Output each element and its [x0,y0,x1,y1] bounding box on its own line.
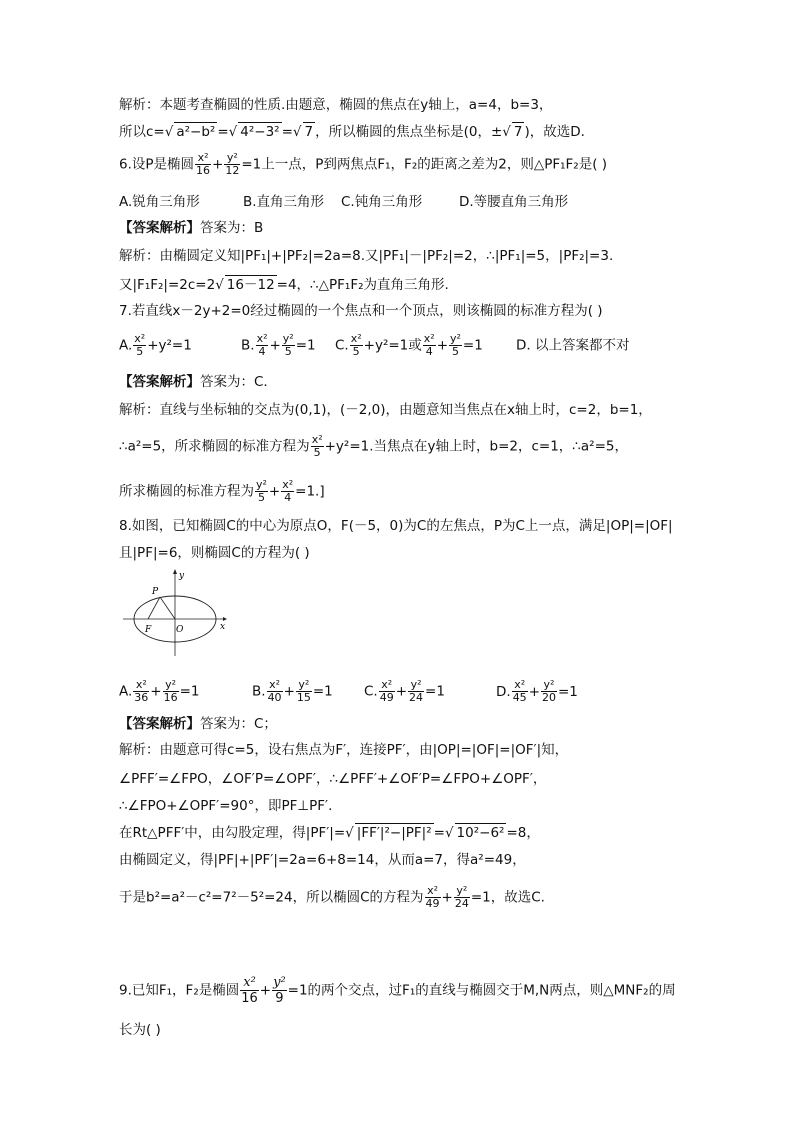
numerator: y² [450,332,461,345]
denominator: 9 [272,990,287,1006]
fraction [408,679,424,704]
text: =1上一点，P到两焦点F₁，F₂的距离之差为2，则△PF₁F₂是( ) [241,156,608,173]
sqrt-symbol: √ [215,277,224,293]
numerator: x² [311,433,323,446]
denominator: 16 [241,991,258,1006]
denominator: 40 [267,691,282,704]
text: = [217,124,229,140]
q8-explanation-6 [119,885,545,910]
text: A. [119,337,133,354]
q9-stem-1 [119,975,676,1006]
text: )，故选D. [524,124,585,140]
segment-po [160,597,175,619]
denominator: 24 [454,897,469,910]
answer-label: 【答案解析】 [119,374,200,390]
denominator: 4 [423,345,436,358]
fraction [282,333,295,358]
fraction [133,333,146,358]
radicand: 10²−6² [456,825,505,841]
radicand: 16－12 [226,277,275,293]
q6-option-a: A.锐角三角形 [119,194,200,210]
text: =1 [462,337,483,354]
text: C. [335,337,349,354]
text: 9.已知F₁，F₂是椭圆 [119,982,240,999]
text: =1 [558,683,578,700]
fraction [379,679,395,704]
text: + [212,156,224,173]
sqrt-symbol: √ [345,825,354,841]
denominator: 16 [196,164,211,177]
fraction [454,885,470,910]
numerator: x² [423,332,435,345]
text: D. [496,683,511,700]
text: = [281,124,293,140]
q7-option-b [241,333,335,358]
q7-answer [119,373,268,391]
q8-stem-1: 8.如图，已知椭圆C的中心为原点O，F(－5，0)为C的左焦点，P为C上一点，满足|OP|=|OF| [119,518,673,534]
text: =1.] [295,483,325,500]
denominator: 20 [542,691,556,704]
numerator: y² [273,975,286,990]
numerator: y² [543,678,555,691]
q8-explanation-4 [119,823,540,842]
q8-explanation-2: ∠PFF′=∠FPO，∠OF′P=∠OPF′，∴∠PFF′+∠OF′P=∠FPO+∠OPF′， [119,771,547,787]
text: + [436,337,448,354]
denominator: 12 [225,164,240,177]
text: B. [241,337,255,354]
fraction [256,333,269,358]
fraction [541,679,557,704]
fraction [296,679,312,704]
text: =1的两个交点，过F₁的直线与椭圆交于M,N两点，则△MNF₂的周 [287,982,676,999]
fraction [425,885,441,910]
text: =1，故选C. [470,889,545,906]
text: 又|F₁F₂|=2c=2 [119,277,216,293]
q8-option-a [119,679,252,704]
denominator: 45 [512,691,527,704]
text: + [268,483,281,500]
numerator: y² [298,678,310,691]
denominator: 5 [449,345,462,358]
q8-options [119,679,578,704]
text: +y²=1 [147,337,192,354]
q6-option-d: D.等腰直角三角形 [459,194,569,210]
fraction [255,479,268,504]
fraction [272,975,287,1006]
text: =1 [425,683,445,700]
denominator: 4 [281,491,294,504]
label-f: F [145,625,152,635]
q6-options [119,193,568,211]
denominator: 4 [256,345,269,358]
text: ∴a²=5，所求椭圆的标准方程为 [119,438,310,455]
text: =1 [179,683,200,700]
text: 所以c= [119,124,165,140]
denominator: 24 [409,691,424,704]
sqrt-symbol: √ [228,124,238,140]
text: + [441,889,453,906]
q8-option-b [252,679,364,704]
numerator: y² [226,151,238,164]
fraction [163,679,179,704]
text: ，所以椭圆的焦点坐标是(0，± [315,124,503,140]
segment-pf [148,597,160,619]
q7-option-a [119,333,241,358]
text: 6.设P是椭圆 [119,156,195,173]
q6-option-c: C.钝角三角形 [341,194,423,210]
text: + [150,683,162,700]
q8-option-c [364,679,496,704]
denominator: 5 [311,446,324,459]
denominator: 5 [282,345,295,358]
answer-label: 【答案解析】 [119,716,200,732]
ellipse-figure [119,566,229,658]
q8-option-d [496,678,578,704]
q8-stem-2: 且|PF|=6，则椭圆C的方程为( ) [119,545,310,561]
fraction [311,434,324,459]
text: =1 [295,337,316,354]
text: C. [364,683,378,700]
denominator: 49 [379,691,394,704]
radicand: |FF′|²−|PF|² [356,825,432,841]
numerator: y² [165,678,177,691]
text: 所求椭圆的标准方程为 [119,483,254,500]
label-p: P [152,587,159,597]
numerator: x² [269,678,281,691]
numerator: y² [256,478,267,491]
fraction [240,975,259,1006]
text: + [395,683,408,700]
answer-label: 【答案解析】 [119,220,200,236]
text: 在Rt△PFF′中，由勾股定理，得|PF′|= [119,825,346,841]
numerator: x² [256,332,268,345]
label-y: y [179,571,185,581]
fraction [195,152,211,177]
x-axis-arrow [223,617,227,621]
text: = [433,825,445,841]
numerator: x² [350,332,362,345]
radicand: 7 [304,124,314,140]
sqrt-symbol: √ [164,124,174,140]
answer-text: 答案为：C； [200,716,277,732]
sqrt-symbol: √ [292,124,302,140]
fraction [133,679,149,704]
answer-text: 答案为：B [200,220,264,236]
numerator: x² [134,332,146,345]
numerator: x² [282,478,294,491]
numerator: y² [410,678,422,691]
numerator: x² [427,884,438,897]
text: + [259,982,272,999]
q7-explanation-1: 解析：直线与坐标轴的交点为(0,1)，(－2,0)，由题意知当焦点在x轴上时，c=2，b=1， [119,402,652,418]
sqrt-symbol: √ [444,825,454,841]
q7-explanation-3 [119,479,325,504]
text: =4，∴△PF₁F₂为直角三角形. [276,277,449,293]
fraction [512,679,528,704]
numerator: y² [282,332,294,345]
label-x: x [220,622,226,632]
q6-stem [119,152,607,177]
numerator: y² [456,884,468,897]
denominator: 16 [163,691,178,704]
denominator: 15 [296,691,311,704]
q9-stem-2: 长为( ) [119,1022,161,1038]
text: 于是b²=a²－c²=7²－5²=24，所以椭圆C的方程为 [119,889,424,906]
fraction [350,333,363,358]
numerator: x² [243,975,256,990]
q5-analysis-line1: 解析：本题考查椭圆的性质.由题意，椭圆的焦点在y轴上，a=4，b=3， [119,97,553,113]
radicand: a²−b² [176,124,216,140]
q6-explanation-1: 解析：由椭圆定义知|PF₁|+|PF₂|=2a=8.又|PF₁|－|PF₂|=2，∴|PF₁|=5，|PF₂|=3. [119,248,614,264]
text: + [283,683,295,700]
q6-option-b: B.直角三角形 [243,194,325,210]
label-o: O [176,625,184,635]
q6-explanation-2 [119,275,449,294]
denominator: 5 [133,345,146,358]
fraction [267,679,283,704]
text: +y²=1或 [363,337,422,354]
q7-option-c [335,333,516,358]
q7-stem: 7.若直线x－2y+2=0经过椭圆的一个焦点和一个顶点，则该椭圆的标准方程为( ) [119,303,603,319]
answer-text: 答案为：C. [200,374,268,390]
denominator: 5 [350,345,363,358]
radicand: 4²−3² [240,124,280,140]
denominator: 5 [255,491,268,504]
q7-options [119,333,629,358]
radicand: 7 [513,124,523,140]
numerator: x² [135,678,147,691]
q8-explanation-3: ∴∠FPO+∠OPF′=90°，即PF⊥PF′. [119,798,333,814]
fraction [449,333,462,358]
text: B. [252,683,266,700]
q8-explanation-5: 由椭圆定义，得|PF|+|PF′|=2a=6+8=14，从而a=7，得a²=49， [119,852,526,868]
fraction [224,152,240,177]
q8-answer [119,715,277,733]
text: =8， [506,825,540,841]
q5-analysis-line2 [119,122,585,141]
sqrt-symbol: √ [502,124,511,140]
text: + [528,683,540,700]
q7-option-d: D. 以上答案都不对 [516,337,630,354]
q7-explanation-2 [119,434,628,459]
q8-explanation-1: 解析：由题意可得c=5，设右焦点为F′，连接PF′，由|OP|=|OF|=|OF′|知， [119,742,569,758]
numerator: x² [514,678,526,691]
denominator: 49 [425,897,440,910]
q6-answer [119,219,263,237]
denominator: 36 [134,691,149,704]
text: +y²=1.当焦点在y轴上时，b=2，c=1，∴a²=5， [324,438,628,455]
text: + [269,337,281,354]
text: A. [119,683,133,700]
y-axis-arrow [173,569,177,574]
numerator: x² [197,151,209,164]
text: =1 [312,683,333,700]
numerator: x² [381,678,393,691]
fraction [281,479,294,504]
fraction [423,333,436,358]
